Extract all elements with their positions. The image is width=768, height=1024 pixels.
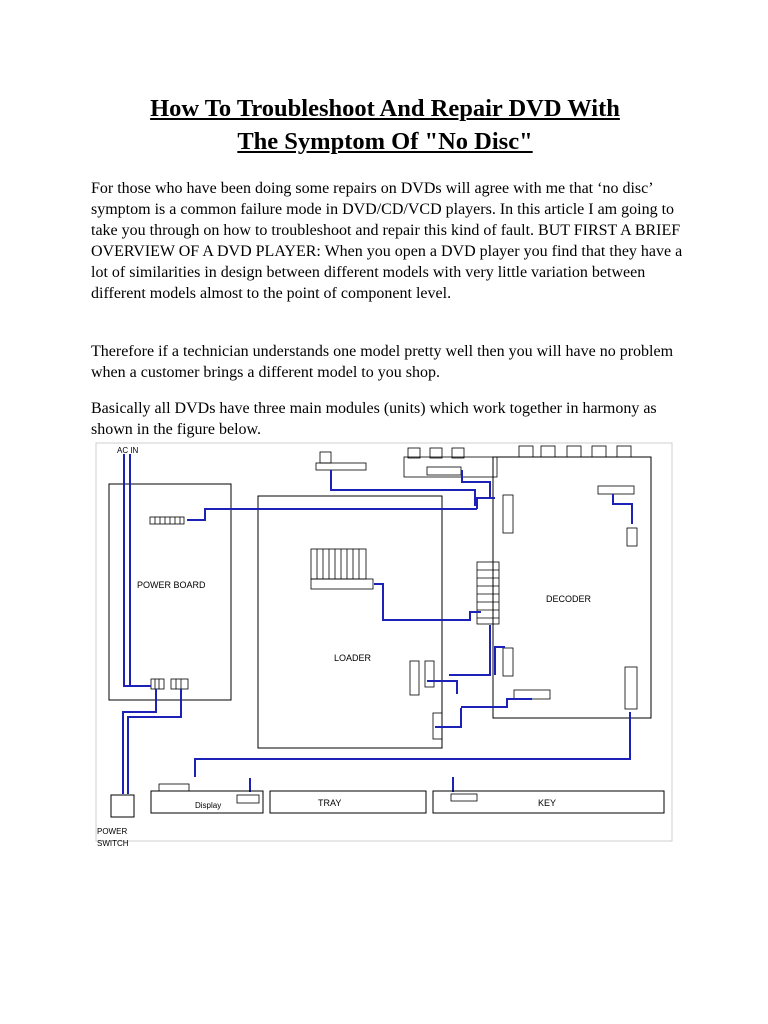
decoder-board xyxy=(493,457,651,718)
loader-label: LOADER xyxy=(334,653,372,663)
av-terminal-block xyxy=(404,448,497,477)
power-switch xyxy=(111,795,134,817)
title-line-2: The Symptom Of "No Disc" xyxy=(237,128,533,155)
title-line-1: How To Troubleshoot And Repair DVD With xyxy=(150,95,620,122)
power-board-connector-top xyxy=(150,517,184,524)
tray-board xyxy=(270,791,426,813)
tray-label: TRAY xyxy=(318,798,342,808)
display-label: Display xyxy=(195,801,222,810)
power-board-connector-bottom xyxy=(151,679,188,689)
power-switch-label-line1: POWER xyxy=(97,827,128,836)
wiring xyxy=(187,470,632,792)
power-wires xyxy=(123,454,181,794)
intro-paragraph: For those who have been doing some repairs on DVDs will agree with me that ‘no disc’ symptom is a common failure mode in DVD/CD/VCD players. In this article I am going to take you through on how to troubleshoot and repair this kind of fault. BUT FIRST A BRIEF OVERVIEW OF A DVD PLAYER: When you open a DVD player you find that they have a lot of similarities in design between different models with very little variation between different models almost to the point of component level. xyxy=(91,180,683,302)
rf-connector xyxy=(316,452,366,470)
technician-paragraph: Therefore if a technician understands one model pretty well then you will have no problem when a customer brings a different model to you shop. xyxy=(91,343,674,381)
key-label: KEY xyxy=(538,798,557,808)
ac-in-label: AC IN xyxy=(117,446,139,455)
page-title xyxy=(60,92,710,158)
chassis-outline xyxy=(96,443,672,841)
dvd-block-diagram xyxy=(95,442,675,850)
loader-module xyxy=(258,496,442,748)
power-board xyxy=(109,484,231,700)
modules-paragraph: Basically all DVDs have three main modules (units) which work together in harmony as shown in the figure below. xyxy=(91,400,657,438)
power-board-label: POWER BOARD xyxy=(137,580,206,590)
power-switch-label-line2: SWITCH xyxy=(97,839,129,848)
decoder-output-jacks xyxy=(519,446,631,457)
key-connector xyxy=(451,794,477,801)
decoder-label: DECODER xyxy=(546,594,592,604)
decoder-ribbon-connector xyxy=(477,562,499,624)
loader-ribbon-connector xyxy=(311,549,373,589)
